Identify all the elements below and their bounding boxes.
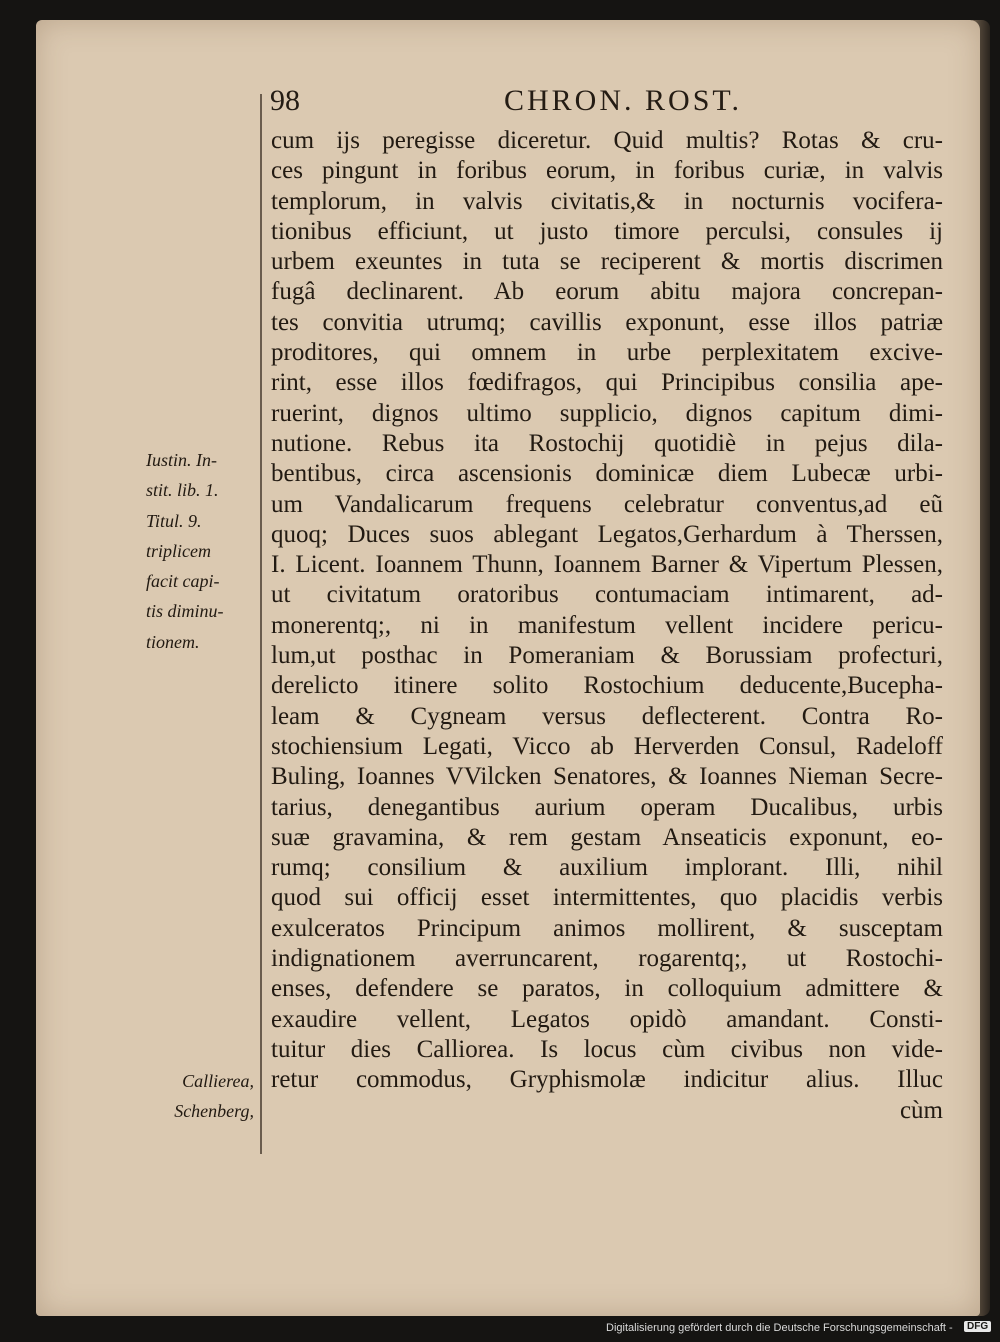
margin-note-institutes [146, 445, 262, 657]
text-line: cùm [899, 1096, 943, 1124]
text-line: stochiensium Legati, Vicco ab Herverden Consul, Radeloff [271, 732, 943, 760]
text-line: bentibus, circa ascensionis dominicæ diem Lubecæ urbi- [271, 460, 943, 488]
text-line: rint, esse illos fœdifragos, qui Principibus consilia ape- [271, 369, 943, 397]
text-line: exaudire vellent, Legatos opidò amandant. Consti- [271, 1005, 943, 1033]
text-line: retur commodus, Gryphismolæ indicitur alius. Illuc [271, 1066, 943, 1094]
text-line: ut civitatum oratoribus contumaciam intimarent, ad- [271, 581, 943, 609]
text-line: derelicto itinere solito Rostochium deducente,Bucepha- [271, 672, 943, 700]
text-line: urbem exeuntes in tuta se reciperent & mortis discrimen [271, 248, 943, 276]
body-text [271, 126, 943, 1126]
text-line: cum ijs peregisse diceretur. Quid multis? Rotas & cru- [271, 127, 943, 154]
text-line: ces pingunt in foribus eorum, in foribus curiæ, in valvis [271, 157, 943, 185]
margin-note-line: triplicem [146, 540, 211, 561]
text-line: leam & Cygneam versus deflecterent. Contra Ro- [271, 702, 943, 730]
digitization-credit: Digitalisierung gefördert durch die Deutsche Forschungsgemeinschaft - [606, 1322, 953, 1334]
text-line: proditores, qui omnem in urbe perplexitatem excive- [271, 339, 943, 367]
margin-note-line: facit capi- [146, 571, 220, 592]
margin-note-line: stit. lib. 1. [146, 480, 219, 501]
text-line: suæ gravamina, & rem gestam Anseaticis exponunt, eo- [271, 823, 943, 851]
page-number: 98 [270, 84, 300, 117]
text-line: rumq; consilium & auxilium implorant. Illi, nihil [271, 854, 943, 882]
text-line: fugâ declinarent. Ab eorum abitu majora concrepan- [271, 278, 943, 306]
margin-note-line: Callierea, [182, 1071, 254, 1091]
margin-note-line: Iustin. In- [146, 450, 217, 470]
text-line: enses, defendere se paratos, in colloquium admittere & [271, 975, 943, 1003]
text-line: Buling, Ioannes VVilcken Senatores, & Ioannes Nieman Secre- [271, 763, 943, 791]
text-line: tuitur dies Calliorea. Is locus cùm civibus non vide- [271, 1035, 943, 1063]
text-line: nutione. Rebus ita Rostochij quotidiè in pejus dila- [271, 429, 943, 457]
text-line: ruerint, dignos ultimo supplicio, dignos capitum dimi- [271, 399, 943, 427]
text-line: indignationem averruncarent, rogarentq;, ut Rostochi- [271, 945, 943, 973]
text-line: tes convitia utrumq; cavillis exponunt, esse illos patriæ [271, 308, 943, 336]
margin-note-places [146, 1066, 254, 1127]
text-line: exulceratos Principum animos mollirent, & susceptam [271, 914, 943, 942]
text-line: tionibus efficiunt, ut justo timore perculsi, consules ij [271, 217, 943, 245]
margin-note-line: tis diminu- [146, 601, 224, 622]
text-line: tarius, denegantibus aurium operam Ducalibus, urbis [271, 793, 943, 821]
page-header [270, 84, 942, 124]
text-line: monerentq;, ni in manifestum vellent incidere pericu- [271, 611, 943, 639]
running-head: CHRON. ROST. [504, 84, 742, 117]
margin-note-line: Schenberg, [174, 1101, 254, 1122]
margin-note-line: Titul. 9. [146, 510, 202, 531]
dfg-logo: DFG [964, 1321, 991, 1332]
text-line: templorum, in valvis civitatis,& in nocturnis vociferа- [271, 187, 943, 215]
text-line: I. Licent. Ioannem Thunn, Ioannem Barner & Vipertum Plessen, [271, 551, 943, 579]
text-line: quoq; Duces suos ablegant Legatos,Gerhardum à Therssen, [271, 520, 943, 548]
text-line: um Vandalicarum frequens celebratur conventus,ad eũ [271, 490, 943, 518]
margin-note-line: tionem. [146, 631, 200, 652]
text-line: lum,ut posthac in Pomeraniam & Borussiam profecturi, [271, 642, 943, 670]
text-line: quod sui officij esset intermittentes, quo placidis verbis [271, 884, 943, 912]
